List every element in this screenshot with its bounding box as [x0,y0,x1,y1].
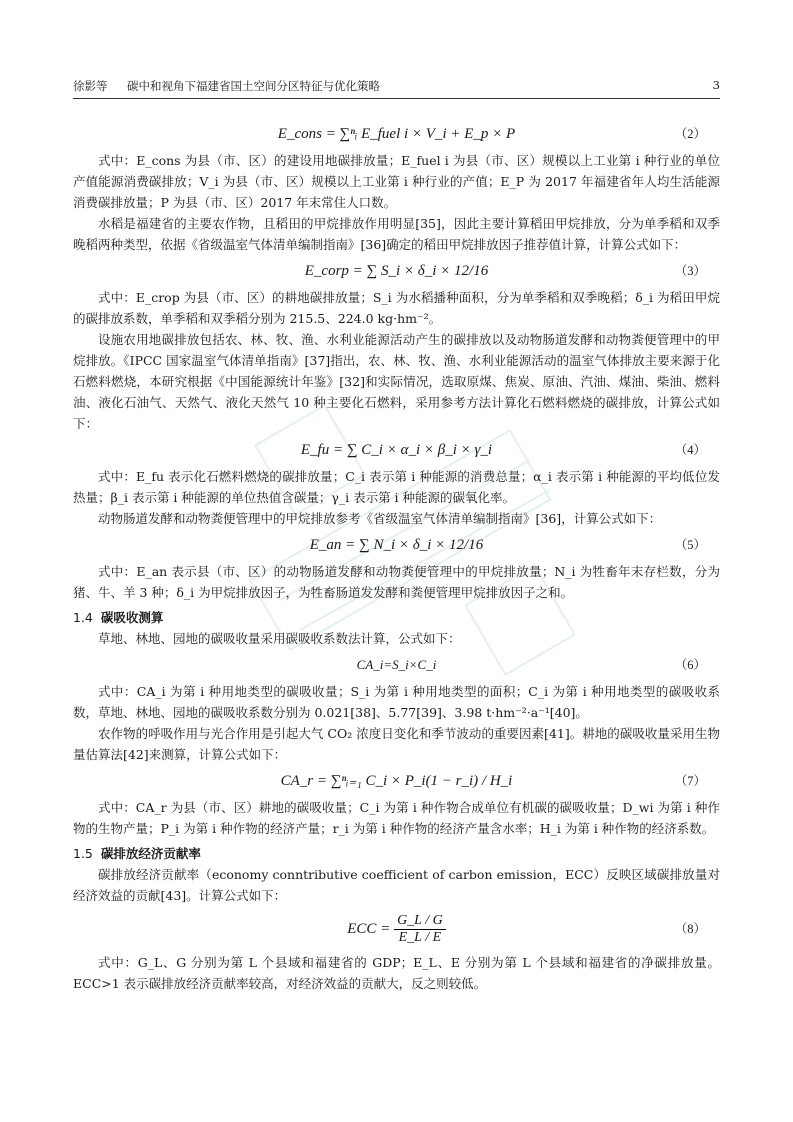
equation-7-formula: CA_r = ∑ⁿᵢ₌₁ C_i × P_i(1 − r_i) / H_i [280,773,513,789]
paragraph-10: 农作物的呼吸作用与光合作用是引起大气 CO₂ 浓度日变化和季节波动的重要因素[41]。耕地的碳吸收量采用生物量估算法[42]来测算，计算公式如下： [73,726,720,762]
equation-8-denominator: E_L / E [398,930,442,946]
equation-3-formula: E_corp = ∑ S_i × δ_i × 12/16 [304,263,489,279]
header-authors: 徐影等 [73,79,108,93]
equation-8-numerator: G_L / G [394,913,446,930]
equation-8-number: （8） [674,922,706,936]
header-rule [73,98,720,99]
equation-6-formula: CA_i=S_i×C_i [356,657,437,672]
equation-3-number: （3） [674,264,706,278]
paragraph-3: 式中：E_crop 为县（市、区）的耕地碳排放量；S_i 为水稻播种面积，分为单季稻和双季晚稻；δ_i 为稻田甲烷的碳排放系数，单季稻和双季稻分别为 215.5、224.0 kg·hm⁻²。 [73,290,720,326]
section-heading-1-5 [73,843,720,864]
paragraph-9: 式中：CA_i 为第 i 种用地类型的碳吸收量；S_i 为第 i 种用地类型的面积；C_i 为第 i 种用地类型的碳吸收系数，草地、林地、园地的碳吸收系数分别为 0.021[38]、5.77[39]、3.98 t·hm⁻²·a⁻¹[40]。 [73,684,720,720]
equation-8 [73,908,720,950]
section-1-4-number: 1.4 [73,610,93,625]
equation-7-number: （7） [674,774,706,788]
body-column [73,118,720,994]
equation-5-number: （5） [674,538,706,552]
section-1-4-title: 碳吸收测算 [100,610,164,625]
paragraph-13: 式中：G_L、G 分别为第 L 个县域和福建省的 GDP；E_L、E 分别为第 L 个县域和福建省的净碳排放量。ECC>1 表示碳排放经济贡献率较高，对经济效益的贡献大，反之则较低。 [73,955,720,991]
section-heading-1-4 [73,607,720,628]
paragraph-7: 式中：E_an 表示县（市、区）的动物肠道发酵和动物粪便管理中的甲烷排放量；N_i 为牲畜年末存栏数，分为猪、牛、羊 3 种；δ_i 为甲烷排放因子，为牲畜肠道发发酵和粪便管理甲烷排放因子之和。 [73,564,720,600]
equation-4-formula: E_fu = ∑ C_i × α_i × β_i × γ_i [300,442,493,458]
equation-8-lhs: ECC = [347,921,391,937]
equation-5-formula: E_an = ∑ N_i × δ_i × 12/16 [309,537,484,553]
equation-4-number: （4） [674,443,706,457]
page-number: 3 [712,78,720,92]
paragraph-4: 设施农用地碳排放包括农、林、牧、渔、水利业能源活动产生的碳排放以及动物肠道发酵和动物粪便管理中的甲烷排放。《IPCC 国家温室气体清单指南》[37]指出，农、林、牧、渔、水利业能源活动的温室气体排放主要来源于化石燃料燃烧，本研究根据《中国能源统计年鉴》[32]和实际情况，选取原煤、焦炭、原油、汽油、煤油、柴油、燃料油、液化石油气、天然气、液化天然气 10 种主要化石燃料，采用参考方法计算化石燃料燃烧的碳排放，计算公式如下： [73,332,720,431]
equation-6-number: （6） [674,658,706,672]
paragraph-5: 式中：E_fu 表示化石燃料燃烧的碳排放量；C_i 表示第 i 种能源的消费总量；α_i 表示第 i 种能源的平均低位发热量；β_i 表示第 i 种能源的单位热值含碳量；γ_i 表示第 i 种能源的碳氧化率。 [73,469,720,505]
equation-2-formula: E_cons = ∑ⁿᵢ E_fuel i × V_i + E_p × P [277,126,516,142]
header-title: 碳中和视角下福建省国土空间分区特征与优化策略 [127,79,380,93]
paragraph-6: 动物肠道发酵和动物粪便管理中的甲烷排放参考《省级温室气体清单编制指南》[36]，计算公式如下： [98,511,662,526]
equation-5 [73,531,720,559]
paragraph-8: 草地、林地、园地的碳吸收量采用碳吸收系数法计算，公式如下： [98,631,461,646]
equation-4 [73,436,720,464]
equation-7 [73,767,720,795]
equation-8-fraction [394,913,446,946]
equation-3 [73,257,720,285]
section-1-5-title: 碳排放经济贡献率 [100,846,201,861]
paragraph-1: 式中：E_cons 为县（市、区）的建设用地碳排放量；E_fuel i 为县（市、区）规模以上工业第 i 种行业的单位产值能源消费碳排放；V_i 为县（市、区）规模以上工业第 i 种行业的产值；E_P 为 2017 年福建省年人均生活能源消费碳排放量；P 为县（市、区）2017 年末常住人口数。 [73,153,720,210]
equation-6 [73,651,720,679]
paragraph-2: 水稻是福建省的主要农作物，且稻田的甲烷排放作用明显[35]，因此主要计算稻田甲烷排放，分为单季稻和双季晚稻两种类型，依据《省级温室气体清单编制指南》[36]确定的稻田甲烷排放因子推荐值计算，计算公式如下： [73,216,720,252]
section-1-5-number: 1.5 [73,846,93,861]
equation-2 [73,120,720,148]
equation-2-number: （2） [674,127,706,141]
paragraph-11: 式中：CA_r 为县（市、区）耕地的碳吸收量；C_i 为第 i 种作物合成单位有机碳的碳吸收量；D_wi 为第 i 种作物的生物产量；P_i 为第 i 种作物的经济产量；r_i 为第 i 种作物的经济产量含水率；H_i 为第 i 种作物的经济系数。 [73,800,720,836]
paragraph-12: 碳排放经济贡献率（economy conntributive coefficient of carbon emission，ECC）反映区域碳排放量对经济效益的贡献[43]。计算公式如下： [73,867,720,903]
